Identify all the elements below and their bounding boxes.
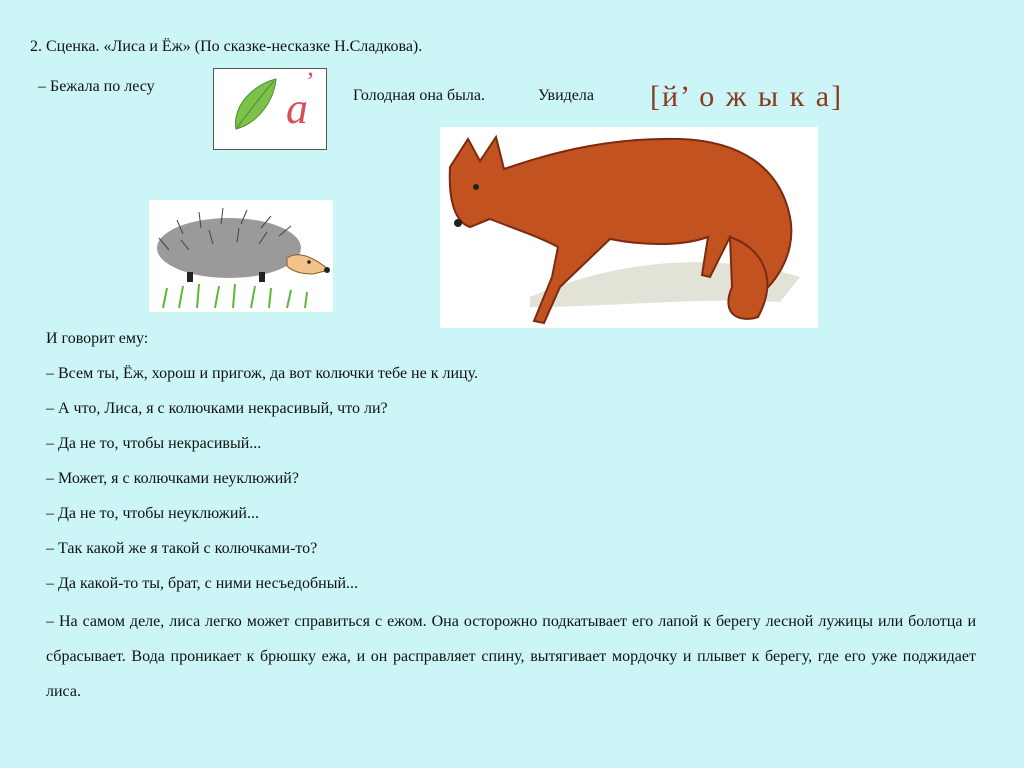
dialogue-line: – Да какой-то ты, брат, с ними несъедобный...	[46, 575, 359, 592]
hedgehog-image	[149, 200, 333, 312]
fox-image	[440, 127, 818, 328]
intro-run-line: – Бежала по лесу	[38, 78, 155, 95]
leaf-letter-picture	[213, 68, 327, 150]
dialogue-line: – А что, Лиса, я с колючками некрасивый, что ли?	[46, 400, 388, 417]
dialogue-line: – Да не то, чтобы неуклюжий...	[46, 505, 259, 522]
dialogue-line: – Да не то, чтобы некрасивый...	[46, 435, 262, 452]
picture-letter: a	[286, 84, 308, 133]
dialogue-block	[46, 328, 986, 608]
phonetic-transcription: [й’ о ж ы к а]	[650, 80, 844, 113]
dialogue-line: – Так какой же я такой с колючками-то?	[46, 540, 318, 557]
picture-mark: ’	[306, 67, 315, 96]
hungry-text: Голодная она была.	[353, 87, 485, 104]
dialogue-line: – Может, я с колючками неуклюжий?	[46, 470, 299, 487]
dialogue-line: И говорит ему:	[46, 330, 149, 347]
dialogue-line: – Всем ты, Ёж, хорош и пригож, да вот колючки тебе не к лицу.	[46, 365, 478, 382]
slide-title: 2. Сценка. «Лиса и Ёж» (По сказке-несказке Н.Сладкова).	[30, 38, 423, 55]
saw-text: Увидела	[538, 87, 594, 104]
final-paragraph: – На самом деле, лиса легко может справиться с ежом. Она осторожно подкатывает его лапой к берегу лесной лужицы или болотца и сбрасывает. Вода проникает к брюшку ежа, и он расправляет спину, вытягивает мордочку и плывет к берегу, где его уже поджидает лиса.	[46, 613, 976, 700]
